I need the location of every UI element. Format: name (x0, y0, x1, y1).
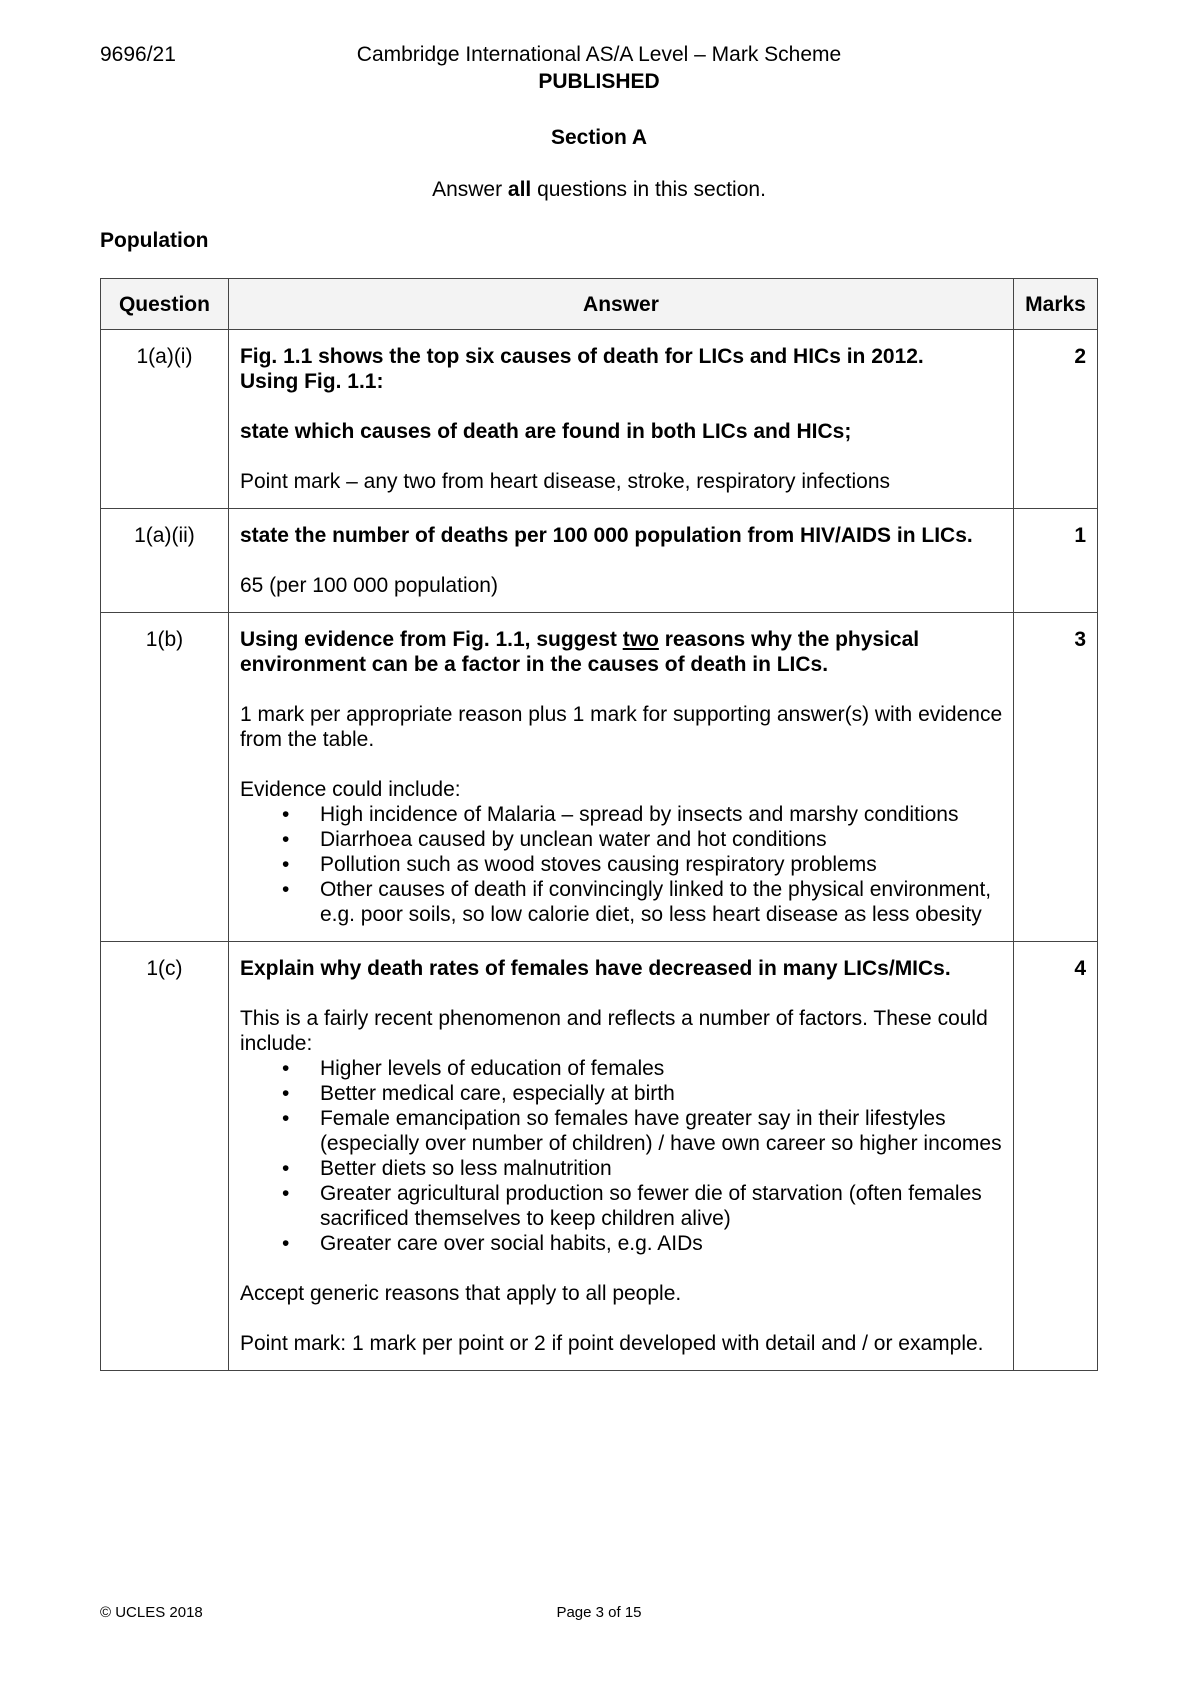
table-row (101, 942, 1098, 1371)
marks-value: 3 (1014, 613, 1098, 942)
question-prompt: state the number of deaths per 100 000 population from HIV/AIDS in LICs. (239, 524, 973, 547)
syllabus-code: 9696/21 (100, 43, 176, 66)
prompt-pre: Using evidence from Fig. 1.1, suggest (239, 628, 623, 651)
instruction-post: questions in this section. (531, 178, 766, 201)
factor-list (240, 1056, 1003, 1256)
list-item: • Other causes of death if convincingly linked to the physical environment, e.g. poor soils, so low calorie diet, so less heart disease as less obesity (240, 877, 1003, 927)
instruction-pre: Answer (432, 178, 508, 201)
table-row (101, 613, 1098, 942)
table-row (101, 330, 1098, 509)
point-mark-text: Point mark: 1 mark per point or 2 if point developed with detail and / or example. (239, 1332, 984, 1355)
list-item: • Greater care over social habits, e.g. AIDs (240, 1231, 1003, 1256)
question-prompt: Fig. 1.1 shows the top six causes of death for LICs and HICs in 2012. (239, 345, 924, 368)
published-label: PUBLISHED (538, 70, 660, 93)
answer-intro: This is a fairly recent phenomenon and reflects a number of factors. These could include: (239, 1007, 988, 1055)
list-item: • Better medical care, especially at birth (240, 1081, 1003, 1106)
list-item: • Higher levels of education of females (240, 1056, 1003, 1081)
question-prompt (240, 627, 1003, 677)
section-instruction (0, 178, 1190, 202)
marks-value: 1 (1014, 509, 1098, 613)
prompt-underlined: two (622, 628, 659, 651)
question-prompt: state which causes of death are found in both LICs and HICs; (239, 420, 852, 443)
question-number: 1(a)(ii) (101, 509, 229, 613)
answer-cell (228, 509, 1013, 613)
marks-value: 4 (1014, 942, 1098, 1371)
column-header-question: Question (101, 279, 229, 330)
list-item: • Pollution such as wood stoves causing respiratory problems (240, 852, 1003, 877)
list-item: • Better diets so less malnutrition (240, 1156, 1003, 1181)
marks-value: 2 (1014, 330, 1098, 509)
list-item: • Diarrhoea caused by unclean water and hot conditions (240, 827, 1003, 852)
question-prompt: Using Fig. 1.1: (239, 370, 384, 393)
prompt-post: reasons why the physical environment can be a factor in the causes of death in LICs. (239, 628, 920, 676)
answer-cell (228, 613, 1013, 942)
evidence-list (240, 802, 1003, 927)
answer-text: 65 (per 100 000 population) (239, 574, 498, 597)
table-header-row (101, 279, 1098, 330)
document-title: Cambridge International AS/A Level – Mark Scheme (356, 43, 842, 66)
answer-text: Accept generic reasons that apply to all people. (239, 1282, 682, 1305)
table-row (101, 509, 1098, 613)
section-title: Section A (550, 126, 648, 149)
list-item: • Female emancipation so females have greater say in their lifestyles (especially over number of children) / have own career so higher incomes (240, 1106, 1003, 1156)
answer-text: 1 mark per appropriate reason plus 1 mark for supporting answer(s) with evidence from the table. (239, 703, 1003, 751)
topic-heading: Population (100, 229, 209, 252)
answer-cell (228, 330, 1013, 509)
question-number: 1(c) (101, 942, 229, 1371)
question-number: 1(b) (101, 613, 229, 942)
column-header-marks: Marks (1014, 279, 1098, 330)
answer-cell (228, 942, 1013, 1371)
question-prompt: Explain why death rates of females have decreased in many LICs/MICs. (239, 957, 951, 980)
list-item: • High incidence of Malaria – spread by insects and marshy conditions (240, 802, 1003, 827)
mark-scheme-table (100, 278, 1098, 1371)
question-number: 1(a)(i) (101, 330, 229, 509)
instruction-bold: all (507, 178, 532, 201)
page-number: Page 3 of 15 (556, 1604, 642, 1621)
copyright: © UCLES 2018 (100, 1604, 203, 1621)
answer-text: Point mark – any two from heart disease, stroke, respiratory infections (239, 470, 891, 493)
evidence-intro: Evidence could include: (239, 778, 461, 801)
list-item: • Greater agricultural production so fewer die of starvation (often females sacrificed themselves to keep children alive) (240, 1181, 1003, 1231)
column-header-answer: Answer (228, 279, 1013, 330)
